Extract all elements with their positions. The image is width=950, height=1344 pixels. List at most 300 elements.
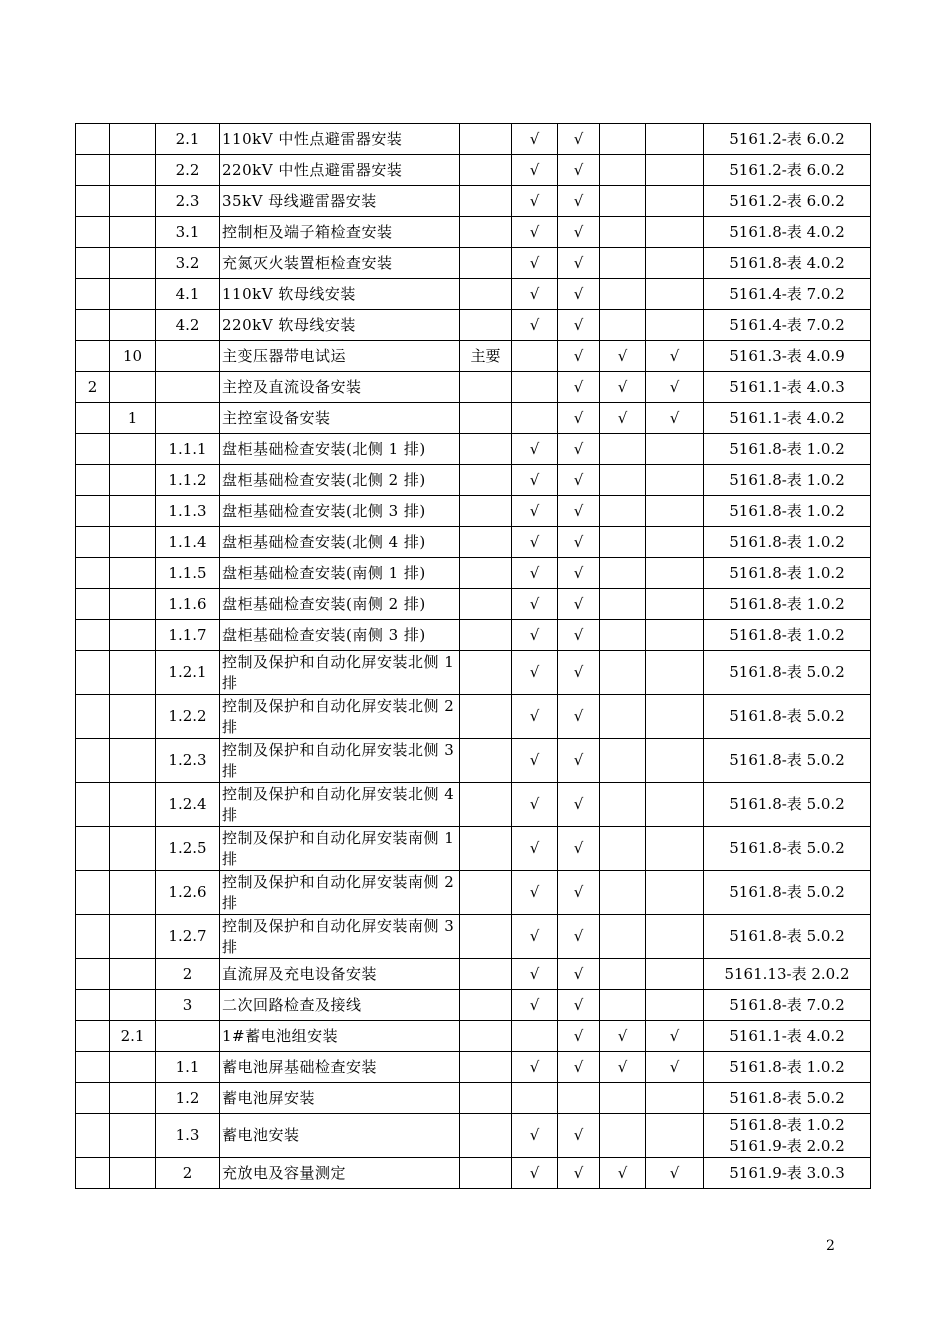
importance-cell [460, 990, 512, 1021]
check-mark-cell: √ [558, 1021, 600, 1052]
item-name-cell: 盘柜基础检查安装(北侧 4 排) [220, 527, 460, 558]
subunit-no-cell [110, 217, 156, 248]
item-name-cell: 控制及保护和自动化屏安装北侧 4 排 [220, 783, 460, 827]
check-mark-cell [600, 558, 646, 589]
item-no-cell: 3.2 [156, 248, 220, 279]
importance-cell [460, 310, 512, 341]
unit-project-no-cell [76, 915, 110, 959]
item-name-cell: 220kV 中性点避雷器安装 [220, 155, 460, 186]
standard-ref-cell: 5161.9-表 3.0.3 [704, 1158, 871, 1189]
check-mark-cell: √ [558, 915, 600, 959]
check-mark-cell: √ [512, 558, 558, 589]
standard-ref-cell: 5161.8-表 1.0.2 [704, 465, 871, 496]
subunit-no-cell [110, 279, 156, 310]
table-row [76, 279, 871, 310]
standard-ref-cell: 5161.8-表 1.0.2 [704, 589, 871, 620]
item-no-cell: 1.1.5 [156, 558, 220, 589]
check-mark-cell: √ [558, 558, 600, 589]
check-mark-cell [600, 465, 646, 496]
standard-ref-cell: 5161.8-表 1.0.2 [704, 434, 871, 465]
item-name-cell: 控制及保护和自动化屏安装南侧 1 排 [220, 827, 460, 871]
check-mark-cell [512, 341, 558, 372]
check-mark-cell: √ [558, 310, 600, 341]
standard-ref-cell: 5161.3-表 4.0.9 [704, 341, 871, 372]
item-name-cell: 主控室设备安装 [220, 403, 460, 434]
subunit-no-cell [110, 783, 156, 827]
check-mark-cell: √ [558, 279, 600, 310]
unit-project-no-cell [76, 1021, 110, 1052]
item-no-cell: 1.3 [156, 1114, 220, 1158]
table-row [76, 217, 871, 248]
check-mark-cell [600, 1114, 646, 1158]
importance-cell [460, 155, 512, 186]
unit-project-no-cell [76, 871, 110, 915]
check-mark-cell [646, 990, 704, 1021]
table-row [76, 434, 871, 465]
item-no-cell: 1.1.6 [156, 589, 220, 620]
table-row [76, 589, 871, 620]
check-mark-cell [646, 739, 704, 783]
item-no-cell: 1.2.6 [156, 871, 220, 915]
table-row [76, 465, 871, 496]
importance-cell [460, 496, 512, 527]
importance-cell: 主要 [460, 341, 512, 372]
table-row [76, 871, 871, 915]
importance-cell [460, 403, 512, 434]
standard-ref-cell: 5161.8-表 5.0.2 [704, 871, 871, 915]
table-row [76, 959, 871, 990]
check-mark-cell: √ [558, 1158, 600, 1189]
standard-ref-cell: 5161.8-表 5.0.2 [704, 739, 871, 783]
item-no-cell: 4.2 [156, 310, 220, 341]
standard-ref-cell: 5161.8-表 5.0.2 [704, 1083, 871, 1114]
unit-project-no-cell [76, 1158, 110, 1189]
subunit-no-cell [110, 465, 156, 496]
item-name-cell: 1#蓄电池组安装 [220, 1021, 460, 1052]
check-mark-cell [600, 124, 646, 155]
standard-ref-cell: 5161.2-表 6.0.2 [704, 124, 871, 155]
check-mark-cell [600, 695, 646, 739]
subunit-no-cell [110, 871, 156, 915]
check-mark-cell: √ [558, 1052, 600, 1083]
importance-cell [460, 620, 512, 651]
item-name-cell: 蓄电池安装 [220, 1114, 460, 1158]
item-no-cell: 1.1.1 [156, 434, 220, 465]
subunit-no-cell [110, 620, 156, 651]
item-no-cell [156, 403, 220, 434]
table-row [76, 155, 871, 186]
check-mark-cell: √ [558, 124, 600, 155]
unit-project-no-cell [76, 589, 110, 620]
subunit-no-cell [110, 124, 156, 155]
subunit-no-cell [110, 496, 156, 527]
check-mark-cell: √ [512, 620, 558, 651]
check-mark-cell: √ [512, 990, 558, 1021]
item-no-cell: 1.2 [156, 1083, 220, 1114]
check-mark-cell: √ [512, 739, 558, 783]
check-mark-cell: √ [558, 871, 600, 915]
check-mark-cell: √ [558, 589, 600, 620]
item-name-cell: 控制及保护和自动化屏安装北侧 2 排 [220, 695, 460, 739]
check-mark-cell: √ [512, 871, 558, 915]
item-name-cell: 盘柜基础检查安装(北侧 1 排) [220, 434, 460, 465]
check-mark-cell: √ [512, 217, 558, 248]
check-mark-cell [600, 827, 646, 871]
item-name-cell: 主变压器带电试运 [220, 341, 460, 372]
importance-cell [460, 871, 512, 915]
check-mark-cell [600, 589, 646, 620]
check-mark-cell [646, 124, 704, 155]
subunit-no-cell [110, 1158, 156, 1189]
unit-project-no-cell [76, 310, 110, 341]
check-mark-cell: √ [512, 279, 558, 310]
table-row [76, 990, 871, 1021]
standard-ref-cell: 5161.8-表 1.0.2 [704, 558, 871, 589]
importance-cell [460, 465, 512, 496]
unit-project-no-cell [76, 465, 110, 496]
check-mark-cell [646, 1083, 704, 1114]
unit-project-no-cell [76, 496, 110, 527]
table-row [76, 1021, 871, 1052]
standard-ref-cell: 5161.8-表 1.0.2 [704, 620, 871, 651]
item-no-cell: 2.3 [156, 186, 220, 217]
table-row [76, 527, 871, 558]
table-row [76, 372, 871, 403]
item-no-cell: 1.2.7 [156, 915, 220, 959]
check-mark-cell [600, 739, 646, 783]
check-mark-cell: √ [512, 155, 558, 186]
check-mark-cell: √ [600, 1021, 646, 1052]
item-name-cell: 盘柜基础检查安装(南侧 1 排) [220, 558, 460, 589]
check-mark-cell [558, 1083, 600, 1114]
item-name-cell: 110kV 中性点避雷器安装 [220, 124, 460, 155]
table-row [76, 496, 871, 527]
check-mark-cell: √ [558, 217, 600, 248]
check-mark-cell [600, 155, 646, 186]
check-mark-cell: √ [646, 1158, 704, 1189]
item-no-cell [156, 372, 220, 403]
check-mark-cell: √ [558, 1114, 600, 1158]
check-mark-cell [600, 990, 646, 1021]
importance-cell [460, 1021, 512, 1052]
item-name-cell: 控制及保护和自动化屏安装北侧 3 排 [220, 739, 460, 783]
check-mark-cell: √ [558, 783, 600, 827]
check-mark-cell [646, 827, 704, 871]
check-mark-cell: √ [558, 186, 600, 217]
check-mark-cell: √ [558, 527, 600, 558]
check-mark-cell: √ [558, 372, 600, 403]
item-name-cell: 充氮灭火装置柜检查安装 [220, 248, 460, 279]
standard-ref-cell: 5161.8-表 7.0.2 [704, 990, 871, 1021]
importance-cell [460, 248, 512, 279]
standard-ref-cell: 5161.8-表 4.0.2 [704, 248, 871, 279]
check-mark-cell: √ [558, 496, 600, 527]
check-mark-cell [600, 217, 646, 248]
standard-ref-cell: 5161.8-表 5.0.2 [704, 827, 871, 871]
check-mark-cell: √ [600, 341, 646, 372]
check-mark-cell [646, 558, 704, 589]
subunit-no-cell [110, 990, 156, 1021]
unit-project-no-cell [76, 1114, 110, 1158]
check-mark-cell [646, 217, 704, 248]
check-mark-cell: √ [512, 1114, 558, 1158]
unit-project-no-cell [76, 1083, 110, 1114]
subunit-no-cell [110, 959, 156, 990]
item-no-cell: 1.1.4 [156, 527, 220, 558]
check-mark-cell: √ [512, 496, 558, 527]
table-row [76, 915, 871, 959]
importance-cell [460, 217, 512, 248]
check-mark-cell [646, 527, 704, 558]
item-no-cell: 3 [156, 990, 220, 1021]
table-row [76, 558, 871, 589]
check-mark-cell [600, 959, 646, 990]
unit-project-no-cell [76, 217, 110, 248]
check-mark-cell: √ [558, 695, 600, 739]
importance-cell [460, 279, 512, 310]
item-name-cell: 蓄电池屏安装 [220, 1083, 460, 1114]
unit-project-no-cell [76, 620, 110, 651]
table-row [76, 695, 871, 739]
item-name-cell: 盘柜基础检查安装(南侧 2 排) [220, 589, 460, 620]
importance-cell [460, 124, 512, 155]
unit-project-no-cell [76, 990, 110, 1021]
table-row [76, 186, 871, 217]
unit-project-no-cell [76, 248, 110, 279]
table-body [76, 124, 871, 1189]
subunit-no-cell [110, 527, 156, 558]
importance-cell [460, 1158, 512, 1189]
importance-cell [460, 434, 512, 465]
item-name-cell: 充放电及容量测定 [220, 1158, 460, 1189]
unit-project-no-cell [76, 186, 110, 217]
check-mark-cell: √ [558, 959, 600, 990]
item-name-cell: 控制及保护和自动化屏安装南侧 3 排 [220, 915, 460, 959]
subunit-no-cell [110, 1052, 156, 1083]
check-mark-cell: √ [512, 527, 558, 558]
item-no-cell: 1.2.5 [156, 827, 220, 871]
subunit-no-cell [110, 695, 156, 739]
table-row [76, 1114, 871, 1158]
check-mark-cell: √ [558, 620, 600, 651]
check-mark-cell: √ [558, 434, 600, 465]
importance-cell [460, 372, 512, 403]
item-name-cell: 控制柜及端子箱检查安装 [220, 217, 460, 248]
importance-cell [460, 915, 512, 959]
check-mark-cell [600, 310, 646, 341]
item-name-cell: 控制及保护和自动化屏安装北侧 1 排 [220, 651, 460, 695]
check-mark-cell: √ [646, 372, 704, 403]
check-mark-cell: √ [646, 1021, 704, 1052]
item-no-cell: 1.1.3 [156, 496, 220, 527]
item-name-cell: 盘柜基础检查安装(南侧 3 排) [220, 620, 460, 651]
unit-project-no-cell [76, 651, 110, 695]
importance-cell [460, 527, 512, 558]
item-no-cell: 2 [156, 1158, 220, 1189]
standard-ref-cell: 5161.8-表 5.0.2 [704, 783, 871, 827]
check-mark-cell: √ [558, 827, 600, 871]
item-name-cell: 35kV 母线避雷器安装 [220, 186, 460, 217]
subunit-no-cell [110, 155, 156, 186]
item-no-cell: 1.2.4 [156, 783, 220, 827]
table-row [76, 1158, 871, 1189]
check-mark-cell [646, 155, 704, 186]
check-mark-cell: √ [646, 341, 704, 372]
item-name-cell: 110kV 软母线安装 [220, 279, 460, 310]
standard-ref-cell: 5161.8-表 5.0.2 [704, 695, 871, 739]
subunit-no-cell: 2.1 [110, 1021, 156, 1052]
importance-cell [460, 1083, 512, 1114]
subunit-no-cell [110, 739, 156, 783]
table-row [76, 1083, 871, 1114]
standard-ref-cell: 5161.1-表 4.0.2 [704, 1021, 871, 1052]
unit-project-no-cell [76, 695, 110, 739]
table-row [76, 1052, 871, 1083]
check-mark-cell [646, 871, 704, 915]
table-row [76, 341, 871, 372]
check-mark-cell: √ [558, 990, 600, 1021]
importance-cell [460, 1114, 512, 1158]
importance-cell [460, 558, 512, 589]
standard-ref-cell: 5161.2-表 6.0.2 [704, 155, 871, 186]
check-mark-cell [600, 783, 646, 827]
check-mark-cell [512, 1083, 558, 1114]
item-no-cell: 3.1 [156, 217, 220, 248]
check-mark-cell [646, 620, 704, 651]
importance-cell [460, 651, 512, 695]
check-mark-cell [600, 651, 646, 695]
subunit-no-cell: 1 [110, 403, 156, 434]
unit-project-no-cell [76, 155, 110, 186]
table-row [76, 783, 871, 827]
check-mark-cell: √ [558, 651, 600, 695]
importance-cell [460, 695, 512, 739]
subunit-no-cell [110, 1114, 156, 1158]
unit-project-no-cell [76, 558, 110, 589]
check-mark-cell: √ [558, 465, 600, 496]
check-mark-cell: √ [512, 651, 558, 695]
check-mark-cell [600, 434, 646, 465]
standard-ref-cell: 5161.4-表 7.0.2 [704, 279, 871, 310]
importance-cell [460, 739, 512, 783]
subunit-no-cell [110, 589, 156, 620]
check-mark-cell [600, 871, 646, 915]
check-mark-cell: √ [512, 1158, 558, 1189]
unit-project-no-cell [76, 1052, 110, 1083]
check-mark-cell [600, 1083, 646, 1114]
check-mark-cell: √ [600, 403, 646, 434]
item-no-cell: 1.1 [156, 1052, 220, 1083]
item-name-cell: 蓄电池屏基础检查安装 [220, 1052, 460, 1083]
item-name-cell: 控制及保护和自动化屏安装南侧 2 排 [220, 871, 460, 915]
subunit-no-cell [110, 651, 156, 695]
subunit-no-cell [110, 558, 156, 589]
check-mark-cell [512, 1021, 558, 1052]
standard-ref-cell: 5161.8-表 4.0.2 [704, 217, 871, 248]
item-no-cell: 2.2 [156, 155, 220, 186]
standard-ref-cell: 5161.8-表 1.0.2 5161.9-表 2.0.2 [704, 1114, 871, 1158]
table-row [76, 403, 871, 434]
check-mark-cell [646, 465, 704, 496]
standard-ref-cell: 5161.8-表 5.0.2 [704, 651, 871, 695]
check-mark-cell: √ [558, 155, 600, 186]
check-mark-cell [600, 186, 646, 217]
check-mark-cell [646, 248, 704, 279]
importance-cell [460, 827, 512, 871]
unit-project-no-cell [76, 434, 110, 465]
check-mark-cell: √ [512, 186, 558, 217]
subunit-no-cell [110, 310, 156, 341]
check-mark-cell: √ [512, 465, 558, 496]
item-no-cell: 1.2.3 [156, 739, 220, 783]
check-mark-cell: √ [558, 403, 600, 434]
check-mark-cell [600, 496, 646, 527]
standard-ref-cell: 5161.1-表 4.0.3 [704, 372, 871, 403]
check-mark-cell [646, 915, 704, 959]
item-no-cell: 2.1 [156, 124, 220, 155]
importance-cell [460, 589, 512, 620]
check-mark-cell [600, 279, 646, 310]
importance-cell [460, 1052, 512, 1083]
importance-cell [460, 186, 512, 217]
subunit-no-cell [110, 827, 156, 871]
standard-ref-cell: 5161.1-表 4.0.2 [704, 403, 871, 434]
check-mark-cell: √ [600, 372, 646, 403]
check-mark-cell [600, 248, 646, 279]
table-row [76, 827, 871, 871]
table-row [76, 248, 871, 279]
item-no-cell: 1.2.2 [156, 695, 220, 739]
unit-project-no-cell: 2 [76, 372, 110, 403]
standard-ref-cell: 5161.2-表 6.0.2 [704, 186, 871, 217]
check-mark-cell [600, 527, 646, 558]
check-mark-cell [646, 783, 704, 827]
check-mark-cell [646, 279, 704, 310]
check-mark-cell: √ [512, 1052, 558, 1083]
check-mark-cell [600, 620, 646, 651]
subunit-no-cell [110, 248, 156, 279]
item-name-cell: 盘柜基础检查安装(北侧 3 排) [220, 496, 460, 527]
check-mark-cell: √ [600, 1158, 646, 1189]
check-mark-cell [512, 403, 558, 434]
item-no-cell: 1.1.7 [156, 620, 220, 651]
check-mark-cell [646, 310, 704, 341]
item-no-cell [156, 341, 220, 372]
unit-project-no-cell [76, 527, 110, 558]
check-mark-cell: √ [646, 1052, 704, 1083]
check-mark-cell: √ [512, 248, 558, 279]
unit-project-no-cell [76, 959, 110, 990]
unit-project-no-cell [76, 279, 110, 310]
standard-ref-cell: 5161.13-表 2.0.2 [704, 959, 871, 990]
item-no-cell: 4.1 [156, 279, 220, 310]
check-mark-cell: √ [558, 341, 600, 372]
subunit-no-cell [110, 372, 156, 403]
subunit-no-cell [110, 915, 156, 959]
subunit-no-cell [110, 434, 156, 465]
check-mark-cell [646, 695, 704, 739]
check-mark-cell: √ [512, 959, 558, 990]
check-mark-cell: √ [512, 589, 558, 620]
standard-ref-cell: 5161.8-表 1.0.2 [704, 1052, 871, 1083]
standard-ref-cell: 5161.8-表 5.0.2 [704, 915, 871, 959]
check-mark-cell [646, 959, 704, 990]
item-name-cell: 盘柜基础检查安装(北侧 2 排) [220, 465, 460, 496]
unit-project-no-cell [76, 827, 110, 871]
unit-project-no-cell [76, 403, 110, 434]
table-row [76, 310, 871, 341]
check-mark-cell: √ [512, 310, 558, 341]
